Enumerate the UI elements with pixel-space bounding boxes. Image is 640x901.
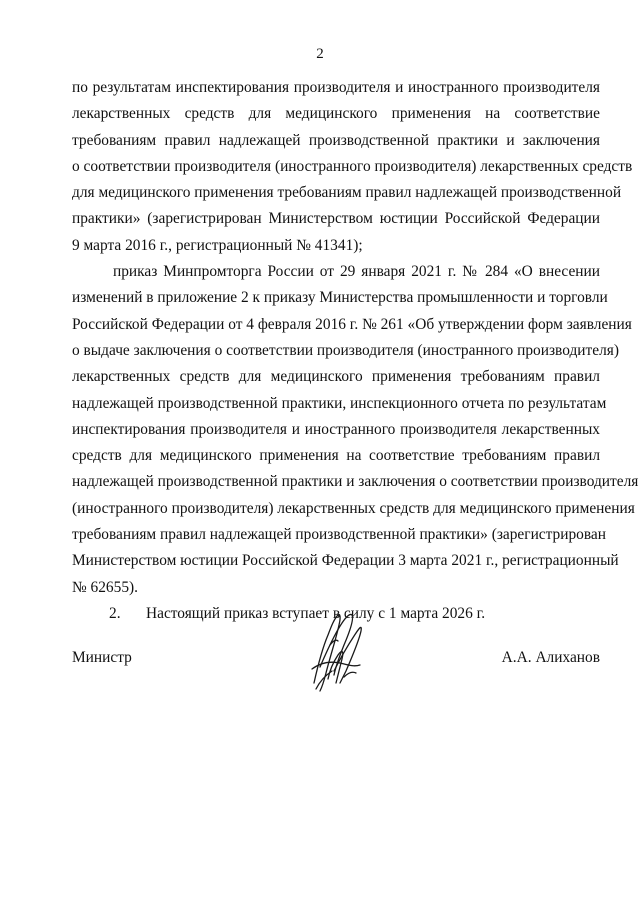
text-line: Российской Федерации от 4 февраля 2016 г. № 261 «Об утверждении форм заявления: [72, 315, 632, 333]
text-line: (иностранного производителя) лекарственных средств для медицинского применения: [72, 499, 635, 517]
text-line: по результатам инспектирования производителя и иностранного производителя: [72, 79, 600, 96]
text-line: лекарственных средств для медицинского применения требованиям правил: [72, 368, 600, 386]
text-line: Министерством юстиции Российской Федерации 3 марта 2021 г., регистрационный: [72, 552, 619, 570]
signatory-title: Министр: [72, 649, 132, 666]
text-line: требованиям правил надлежащей производственной практики и заключения: [72, 131, 600, 149]
item-text: Настоящий приказ вступает в силу с 1 марта 2026 г.: [146, 604, 486, 622]
signatory-name: А.А. Алиханов: [501, 649, 600, 666]
text-line: средств для медицинского применения на соответствие требованиям правил: [72, 447, 600, 465]
text-line: надлежащей производственной практики и заключения о соответствии производителя: [72, 473, 639, 491]
text-line: для медицинского применения требованиям правил надлежащей производственной: [72, 184, 622, 202]
text-line: приказ Минпромторга России от 29 января 2021 г. № 284 «О внесении: [113, 263, 600, 281]
text-line: лекарственных средств для медицинского применения на соответствие: [72, 105, 600, 123]
text-line: требованиям правил надлежащей производственной практики» (зарегистрирован: [72, 526, 607, 544]
text-line: о соответствии производителя (иностранного производителя) лекарственных средств: [72, 157, 633, 175]
text-line: о выдаче заключения о соответствии производителя (иностранного производителя): [72, 341, 619, 359]
paragraph-continuation: [72, 75, 633, 259]
document-body: [72, 75, 639, 627]
page-number: 2: [316, 46, 324, 62]
text-line: инспектирования производителя и иностранного производителя лекарственных: [72, 420, 600, 438]
text-line: надлежащей производственной практики, инспекционного отчета по результатам: [72, 394, 607, 412]
item-number: 2.: [109, 604, 121, 622]
handwritten-signature: [300, 605, 370, 695]
text-line: № 62655).: [72, 578, 138, 596]
text-line: 9 марта 2016 г., регистрационный № 41341);: [72, 236, 363, 254]
text-line: практики» (зарегистрирован Министерством юстиции Российской Федерации: [72, 210, 600, 228]
text-line: изменений в приложение 2 к приказу Министерства промышленности и торговли: [72, 289, 608, 307]
paragraph-order-284: [72, 259, 639, 601]
